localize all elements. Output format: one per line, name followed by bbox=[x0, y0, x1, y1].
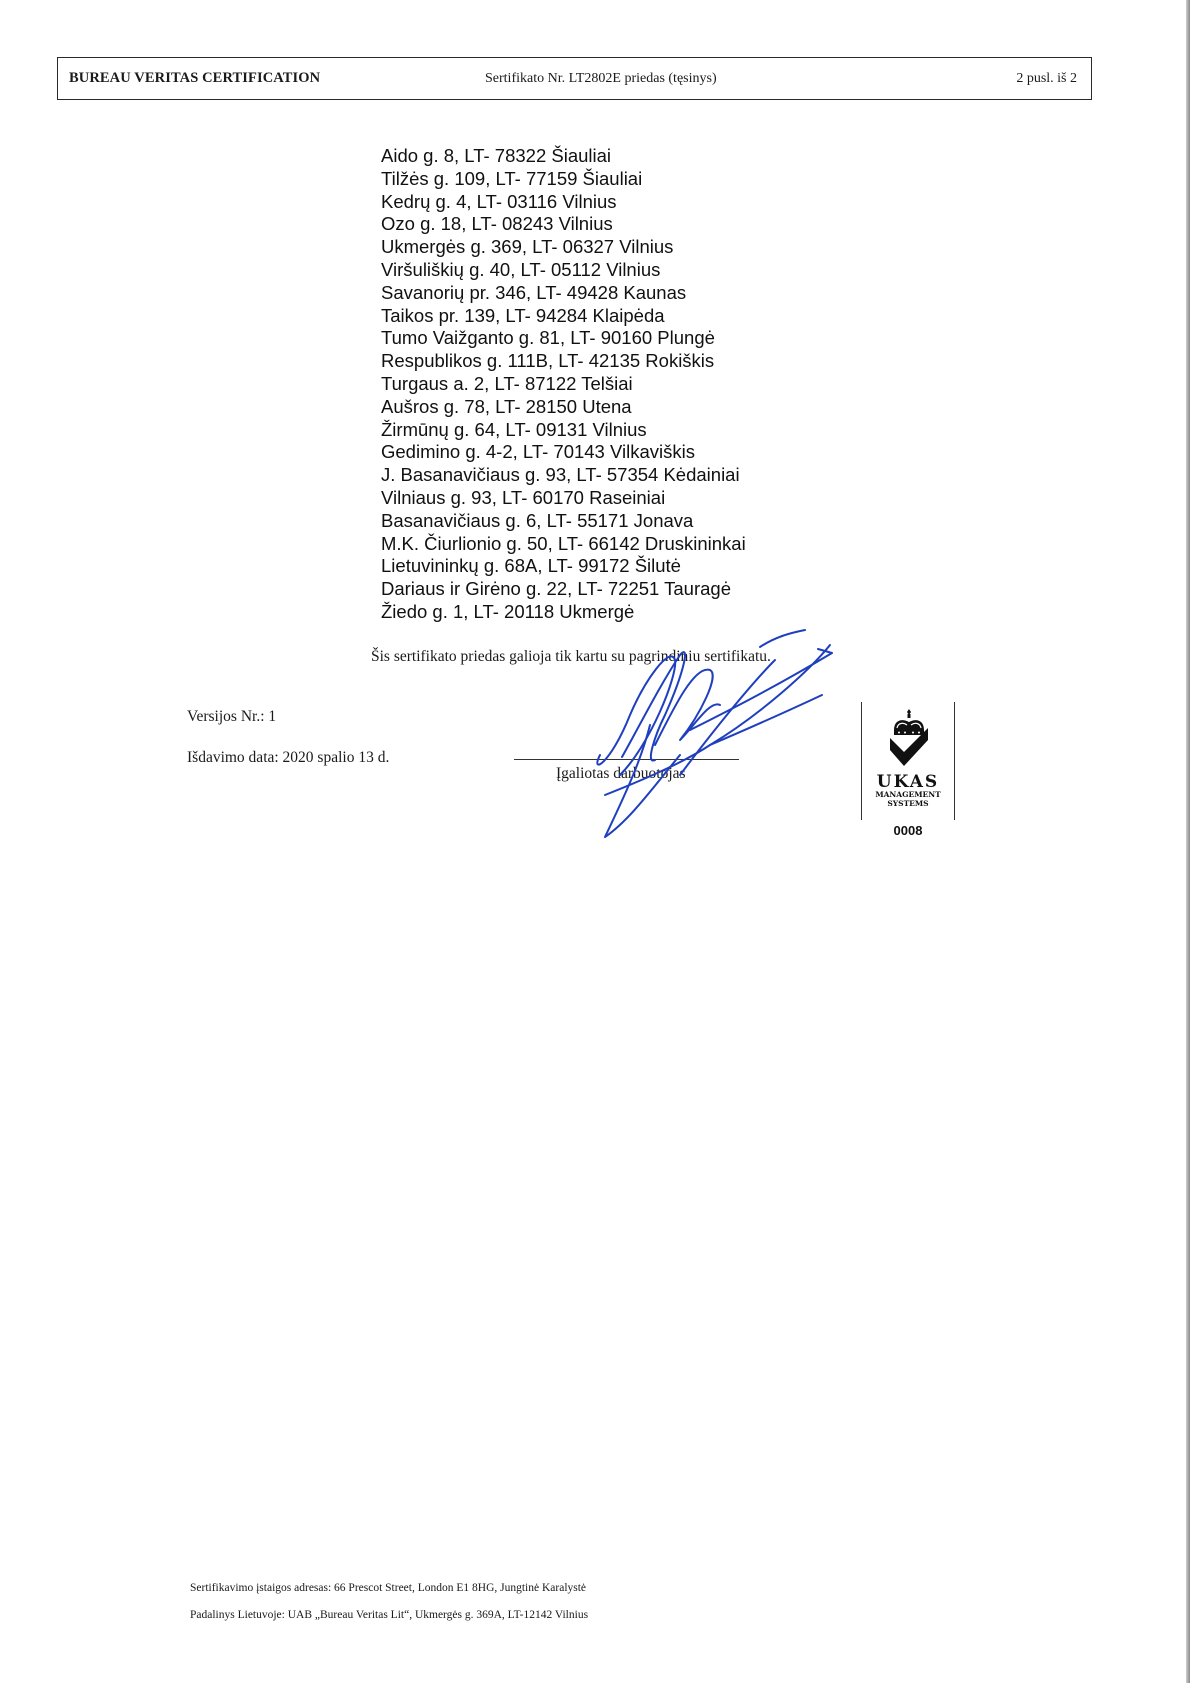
address-item: Viršuliškių g. 40, LT- 05112 Vilnius bbox=[381, 258, 661, 280]
validity-note: Šis sertifikato priedas galioja tik kartu su pagrindiniu sertifikatu. bbox=[371, 648, 771, 665]
address-list bbox=[381, 145, 746, 624]
ukas-subtitle-line: MANAGEMENT bbox=[875, 790, 941, 799]
crown-checkmark-icon bbox=[886, 708, 932, 768]
address-item: M.K. Čiurlionio g. 50, LT- 66142 Druskininkai bbox=[381, 532, 746, 554]
certificate-reference: Sertifikato Nr. LT2802E priedas (tęsinys) bbox=[485, 71, 717, 86]
address-item: Lietuvininkų g. 68A, LT- 99172 Šilutė bbox=[381, 555, 681, 577]
address-item: Aido g. 8, LT- 78322 Šiauliai bbox=[381, 145, 612, 166]
address-item: J. Basanavičiaus g. 93, LT- 57354 Kėdainiai bbox=[381, 464, 740, 486]
organization-name: BUREAU VERITAS CERTIFICATION bbox=[69, 70, 321, 86]
address-item: Ukmergės g. 369, LT- 06327 Vilnius bbox=[381, 236, 674, 258]
page-edge bbox=[1186, 0, 1190, 1683]
certificate-header bbox=[57, 57, 1092, 100]
footer-address: Sertifikavimo įstaigos adresas: 66 Prescot Street, London E1 8HG, Jungtinė Karalystė bbox=[190, 1582, 587, 1594]
address-item: Tilžės g. 109, LT- 77159 Šiauliai bbox=[381, 167, 643, 189]
address-item: Aušros g. 78, LT- 28150 Utena bbox=[381, 395, 632, 417]
address-item: Gedimino g. 4-2, LT- 70143 Vilkaviškis bbox=[381, 441, 695, 463]
ukas-number: 0008 bbox=[893, 823, 923, 838]
ukas-subtitle bbox=[862, 791, 954, 808]
ukas-accreditation-mark bbox=[861, 702, 955, 820]
address-item: Savanorių pr. 346, LT- 49428 Kaunas bbox=[381, 281, 687, 303]
footer-branch: Padalinys Lietuvoje: UAB „Bureau Veritas Lit“, Ukmergės g. 369A, LT-12142 Vilnius bbox=[190, 1609, 589, 1621]
address-item: Taikos pr. 139, LT- 94284 Klaipėda bbox=[381, 304, 665, 326]
signature-line bbox=[514, 759, 739, 760]
address-item: Respublikos g. 111B, LT- 42135 Rokiškis bbox=[381, 350, 715, 372]
address-item: Ozo g. 18, LT- 08243 Vilnius bbox=[381, 213, 613, 235]
signature-label: Įgaliotas darbuotojas bbox=[556, 765, 686, 782]
ukas-wordmark: UKAS bbox=[876, 772, 940, 792]
address-item: Žirmūnų g. 64, LT- 09131 Vilnius bbox=[381, 418, 647, 440]
address-item: Basanavičiaus g. 6, LT- 55171 Jonava bbox=[381, 509, 694, 531]
address-item: Vilniaus g. 93, LT- 60170 Raseiniai bbox=[381, 486, 666, 508]
address-item: Kedrų g. 4, LT- 03116 Vilnius bbox=[381, 190, 617, 212]
address-item: Dariaus ir Girėno g. 22, LT- 72251 Tauragė bbox=[381, 578, 731, 600]
ukas-subtitle-line: SYSTEMS bbox=[887, 798, 929, 808]
issue-date: Išdavimo data: 2020 spalio 13 d. bbox=[187, 749, 390, 766]
page-indicator: 2 pusl. iš 2 bbox=[1016, 71, 1077, 86]
address-item: Tumo Vaižganto g. 81, LT- 90160 Plungė bbox=[381, 327, 715, 349]
address-item: Žiedo g. 1, LT- 20118 Ukmergė bbox=[381, 600, 635, 622]
version-number: Versijos Nr.: 1 bbox=[187, 708, 277, 725]
address-item: Turgaus a. 2, LT- 87122 Telšiai bbox=[381, 372, 633, 394]
